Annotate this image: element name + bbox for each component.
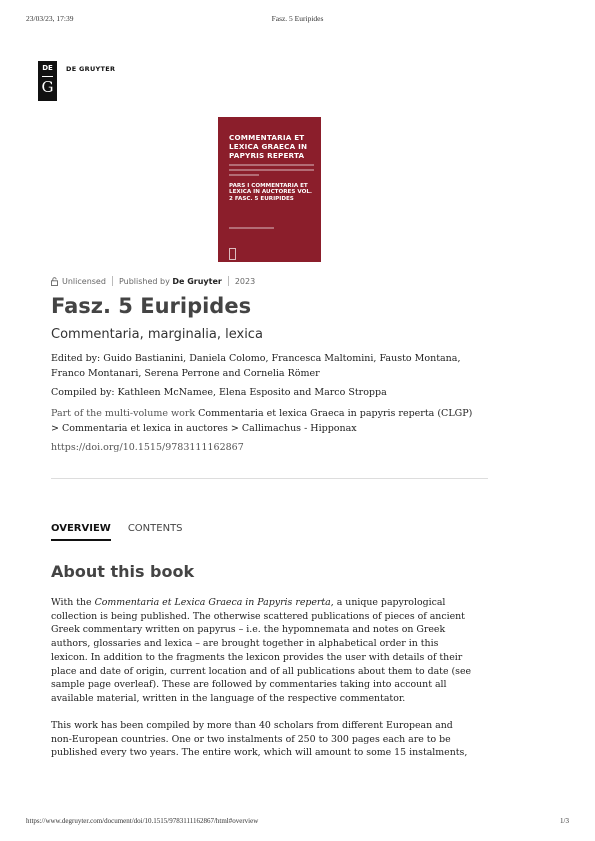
publisher-link[interactable]: De Gruyter [172,276,222,286]
logo-bottom-text: G [41,78,54,96]
meta-separator [228,276,229,286]
logo-divider [42,76,53,77]
book-meta [51,276,255,286]
book-cover[interactable] [218,117,321,262]
about-p1-rest: , a unique papyrological collection is being published. The otherwise scattered publications of pieces of ancient Greek commentary written on papyrus – i.e. the hypomnemata and notes on Greek authors, glossaries and lexica – are brought together in alphabetical order in this lexicon. In addition to the fragments the lexicon provides the user with details of their place and date of origin, current location and of all publications about them to date (see sample page overleaf). These are followed by commentaries taking into account all available material, written in the language of the respective commentator. [51,597,472,704]
publication-year: 2023 [234,276,256,286]
breadcrumb-separator: > [230,423,239,434]
print-datetime: 23/03/23, 17:39 [26,14,74,23]
cover-subtext-line [229,164,314,166]
section-heading: About this book [51,562,195,581]
print-page-title: Fasz. 5 Euripides [271,14,324,23]
tab-overview[interactable]: OVERVIEW [51,523,111,541]
book-title: Fasz. 5 Euripides [51,294,252,318]
breadcrumb-separator: > [51,423,59,434]
cover-part-text: PARS I COMMENTARIA ET LEXICA IN AUCTORES VOL. 2 FASC. 5 EURIPIDES [229,183,313,202]
published-by-label: Published by [118,276,170,286]
de-gruyter-logo[interactable] [38,61,57,101]
publisher-info [119,277,222,286]
logo-top-text: DE [42,64,53,72]
divider [51,478,488,479]
print-url: https://www.degruyter.com/document/doi/10.1515/9783111162867/html#overview [26,817,259,825]
part-of-label: Part of the multi-volume work [51,408,196,419]
about-paragraph-1 [51,596,476,706]
about-p1-italic: Commentaria et Lexica Graeca in Papyris reperta [94,597,331,608]
cover-subtext-line [229,169,314,171]
tab-contents[interactable]: CONTENTS [127,523,183,534]
series-sub-link[interactable]: Commentaria et lexica in auctores [62,423,228,434]
brand-name[interactable]: DE GRUYTER [66,65,116,73]
book-subtitle: Commentaria, marginalia, lexica [51,327,263,342]
compilers: Compiled by: Kathleen McNamee, Elena Esposito and Marco Stroppa [51,387,387,398]
series-info [51,406,481,436]
cover-publisher-mark [229,248,236,260]
about-p1-start: With the [51,597,92,608]
meta-separator [112,276,113,286]
doi-link[interactable]: https://doi.org/10.1515/9783111162867 [51,442,244,453]
lock-icon [51,277,58,286]
series-work-link[interactable]: Commentaria et lexica Graeca in papyris reperta (CLGP) [198,408,473,419]
license-status: Unlicensed [62,276,106,286]
about-paragraph-2: This work has been compiled by more than 40 scholars from different European and non-European countries. One or two instalments of 250 to 300 pages each are to be published every two years. The entire work, which will amount to some 15 instalments, [51,720,468,759]
series-range-link[interactable]: Callimachus - Hipponax [241,423,357,434]
editors: Edited by: Guido Bastianini, Daniela Colomo, Francesca Maltomini, Fausto Montana, Franco Montanari, Serena Perrone and Cornelia Römer [51,353,461,379]
print-page-number: 1/3 [560,817,569,825]
cover-title: COMMENTARIA ET LEXICA GRAECA IN PAPYRIS REPERTA [229,133,308,160]
tab-bar [51,523,200,541]
cover-subtext-line [229,227,274,229]
cover-subtext-line [229,174,259,176]
